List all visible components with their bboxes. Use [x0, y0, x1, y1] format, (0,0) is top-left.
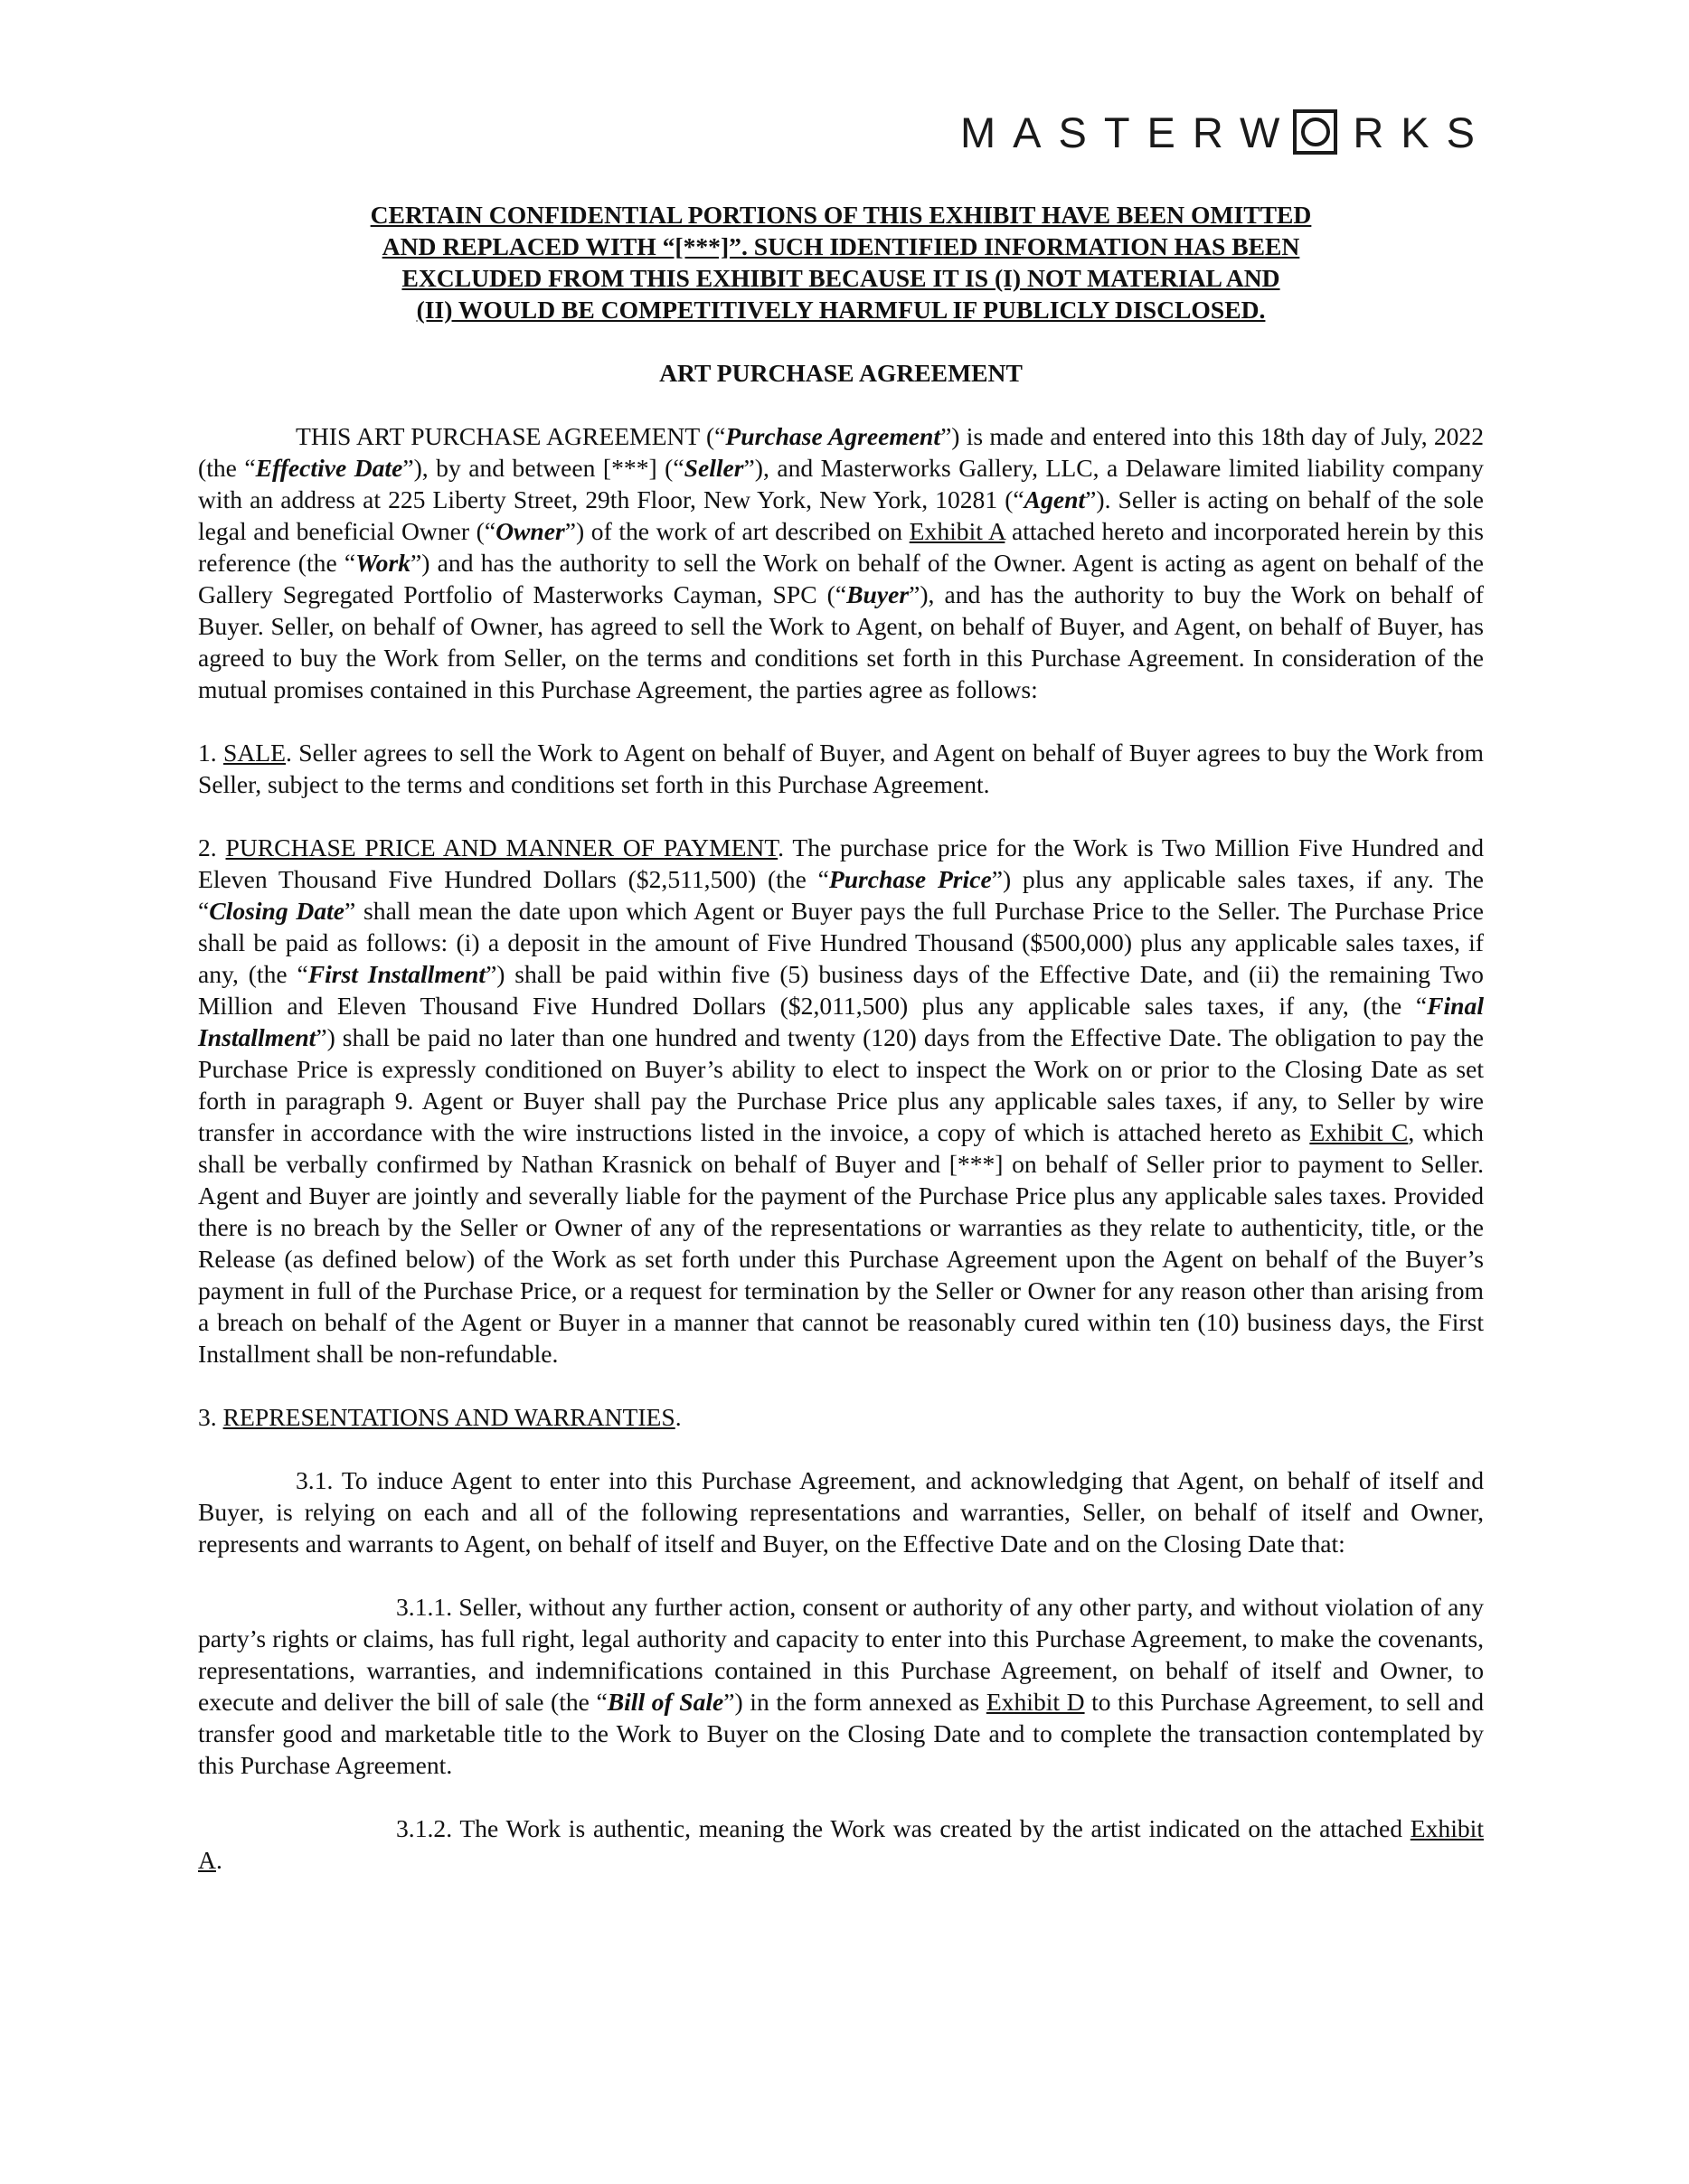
- section-3-1-1: 3.1.1. Seller, without any further action, consent or authority of any other party, and without violation of any party’s rights or claims, has full right, legal authority and capacity to enter into this Purchase Agreement, to make the covenants, representations, warranties, and indemnifications contained in this Purchase Agreement, on behalf of itself and Owner, to execute and deliver the bill of sale (the “Bill of Sale”) in the form annexed as Exhibit D to this Purchase Agreement, to sell and transfer good and marketable title to the Work to Buyer on the Closing Date and to complete the transaction contemplated by this Purchase Agreement.: [198, 1593, 1484, 1779]
- section-heading: PURCHASE PRICE AND MANNER OF PAYMENT: [225, 833, 778, 861]
- notice-line: CERTAIN CONFIDENTIAL PORTIONS OF THIS EXHIBIT HAVE BEEN OMITTED: [370, 201, 1312, 229]
- notice-line: EXCLUDED FROM THIS EXHIBIT BECAUSE IT IS (I) NOT MATERIAL AND: [401, 264, 1280, 292]
- defined-term: Bill of Sale: [607, 1688, 724, 1716]
- defined-term: Seller: [684, 454, 744, 482]
- defined-term: First Installment: [307, 960, 486, 988]
- exhibit-d-reference: Exhibit D: [986, 1688, 1085, 1716]
- section-3-heading: 3. REPRESENTATIONS AND WARRANTIES.: [198, 1403, 682, 1431]
- exhibit-c-reference: Exhibit C: [1309, 1118, 1409, 1146]
- defined-term: Purchase Agreement: [725, 422, 941, 450]
- notice-line: (II) WOULD BE COMPETITIVELY HARMFUL IF PUBLICLY DISCLOSED.: [416, 296, 1266, 324]
- defined-term: Purchase Price: [828, 865, 992, 893]
- document-page: [198, 199, 1484, 1876]
- section-3-1-2: 3.1.2. The Work is authentic, meaning the Work was created by the artist indicated on the attached Exhibit A.: [198, 1814, 1484, 1874]
- defined-term: Agent: [1024, 485, 1086, 513]
- section-2-purchase-price: 2. PURCHASE PRICE AND MANNER OF PAYMENT. The purchase price for the Work is Two Million Five Hundred and Eleven Thousand Five Hundred Dollars ($2,511,500) (the “Purchase Price”) plus any applicable sales taxes, if any. The “Closing Date” shall mean the date upon which Agent or Buyer pays the full Purchase Price to the Seller. The Purchase Price shall be paid as follows: (i) a deposit in the amount of Five Hundred Thousand ($500,000) plus any applicable sales taxes, if any, (the “First Installment”) shall be paid within five (5) business days of the Effective Date, and (ii) the remaining Two Million and Eleven Thousand Five Hundred Dollars ($2,011,500) plus any applicable sales taxes, if any, (the “Final Installment”) shall be paid no later than one hundred and twenty (120) days from the Effective Date. The obligation to pay the Purchase Price is expressly conditioned on Buyer’s ability to elect to inspect the Work on or prior to the Closing Date as set forth in paragraph 9. Agent or Buyer shall pay the Purchase Price plus any applicable sales taxes, if any, to Seller by wire transfer in accordance with the wire instructions listed in the invoice, a copy of which is attached hereto as Exhibit C, which shall be verbally confirmed by Nathan Krasnick on behalf of Buyer and [***] on behalf of Seller prior to payment to Seller. Agent and Buyer are jointly and severally liable for the payment of the Purchase Price plus any applicable sales taxes. Provided there is no breach by the Seller or Owner of any of the representations or warranties as they relate to authenticity, title, or the Release (as defined below) of the Work as set forth under this Purchase Agreement upon the Agent on behalf of the Buyer’s payment in full of the Purchase Price, or a request for termination by the Seller or Owner for any reason other than arising from a breach on behalf of the Agent or Buyer in a manner that cannot be reasonably cured within ten (10) business days, the First Installment shall be non-refundable.: [198, 833, 1485, 1368]
- exhibit-a-reference: Exhibit A: [198, 1814, 1484, 1874]
- notice-line: AND REPLACED WITH “[***]”. SUCH IDENTIFIED INFORMATION HAS BEEN: [382, 232, 1300, 260]
- document-title: ART PURCHASE AGREEMENT: [659, 359, 1023, 387]
- defined-term: Final Installment: [198, 992, 1484, 1051]
- logo-boxed-o-icon: [1293, 109, 1337, 155]
- logo-text-left: MASTERW: [960, 108, 1297, 156]
- logo-text-right: RKS: [1353, 108, 1492, 156]
- section-heading: SALE: [223, 739, 287, 767]
- defined-term: Closing Date: [209, 897, 345, 925]
- intro-paragraph: THIS ART PURCHASE AGREEMENT (“Purchase Agreement”) is made and entered into this 18th day of July, 2022 (the “Effective Date”), by and between [***] (“Seller”), and Masterworks Gallery, LLC, a Delaware limited liability company with an address at 225 Liberty Street, 29th Floor, New York, New York, 10281 (“Agent”). Seller is acting on behalf of the sole legal and beneficial Owner (“Owner”) of the work of art described on Exhibit A attached hereto and incorporated herein by this reference (the “Work”) and has the authority to sell the Work on behalf of the Owner. Agent is acting as agent on behalf of the Gallery Segregated Portfolio of Masterworks Cayman, SPC (“Buyer”), and has the authority to buy the Work on behalf of Buyer. Seller, on behalf of Owner, has agreed to sell the Work to Agent, on behalf of Buyer, and Agent, on behalf of Buyer, has agreed to buy the Work from Seller, on the terms and conditions set forth in this Purchase Agreement. In consideration of the mutual promises contained in this Purchase Agreement, the parties agree as follows:: [198, 422, 1485, 703]
- defined-term: Owner: [495, 517, 565, 545]
- defined-term: Buyer: [846, 580, 910, 608]
- defined-term: Work: [355, 549, 410, 577]
- confidentiality-notice: [198, 199, 1484, 325]
- section-heading: REPRESENTATIONS AND WARRANTIES: [222, 1403, 675, 1431]
- section-3-1: 3.1. To induce Agent to enter into this Purchase Agreement, and acknowledging that Agent, on behalf of itself and Buyer, is relying on each and all of the following representations and warranties, Seller, on behalf of itself and Owner, represents and warrants to Agent, on behalf of itself and Buyer, on the Effective Date and on the Closing Date that:: [198, 1466, 1484, 1558]
- defined-term: Effective Date: [255, 454, 403, 482]
- exhibit-a-reference: Exhibit A: [909, 517, 1005, 545]
- masterworks-logo: [960, 107, 1492, 157]
- section-1-sale: 1. SALE. Seller agrees to sell the Work to Agent on behalf of Buyer, and Agent on behalf of Buyer agrees to buy the Work from Seller, subject to the terms and conditions set forth in this Purchase Agreement.: [198, 739, 1484, 798]
